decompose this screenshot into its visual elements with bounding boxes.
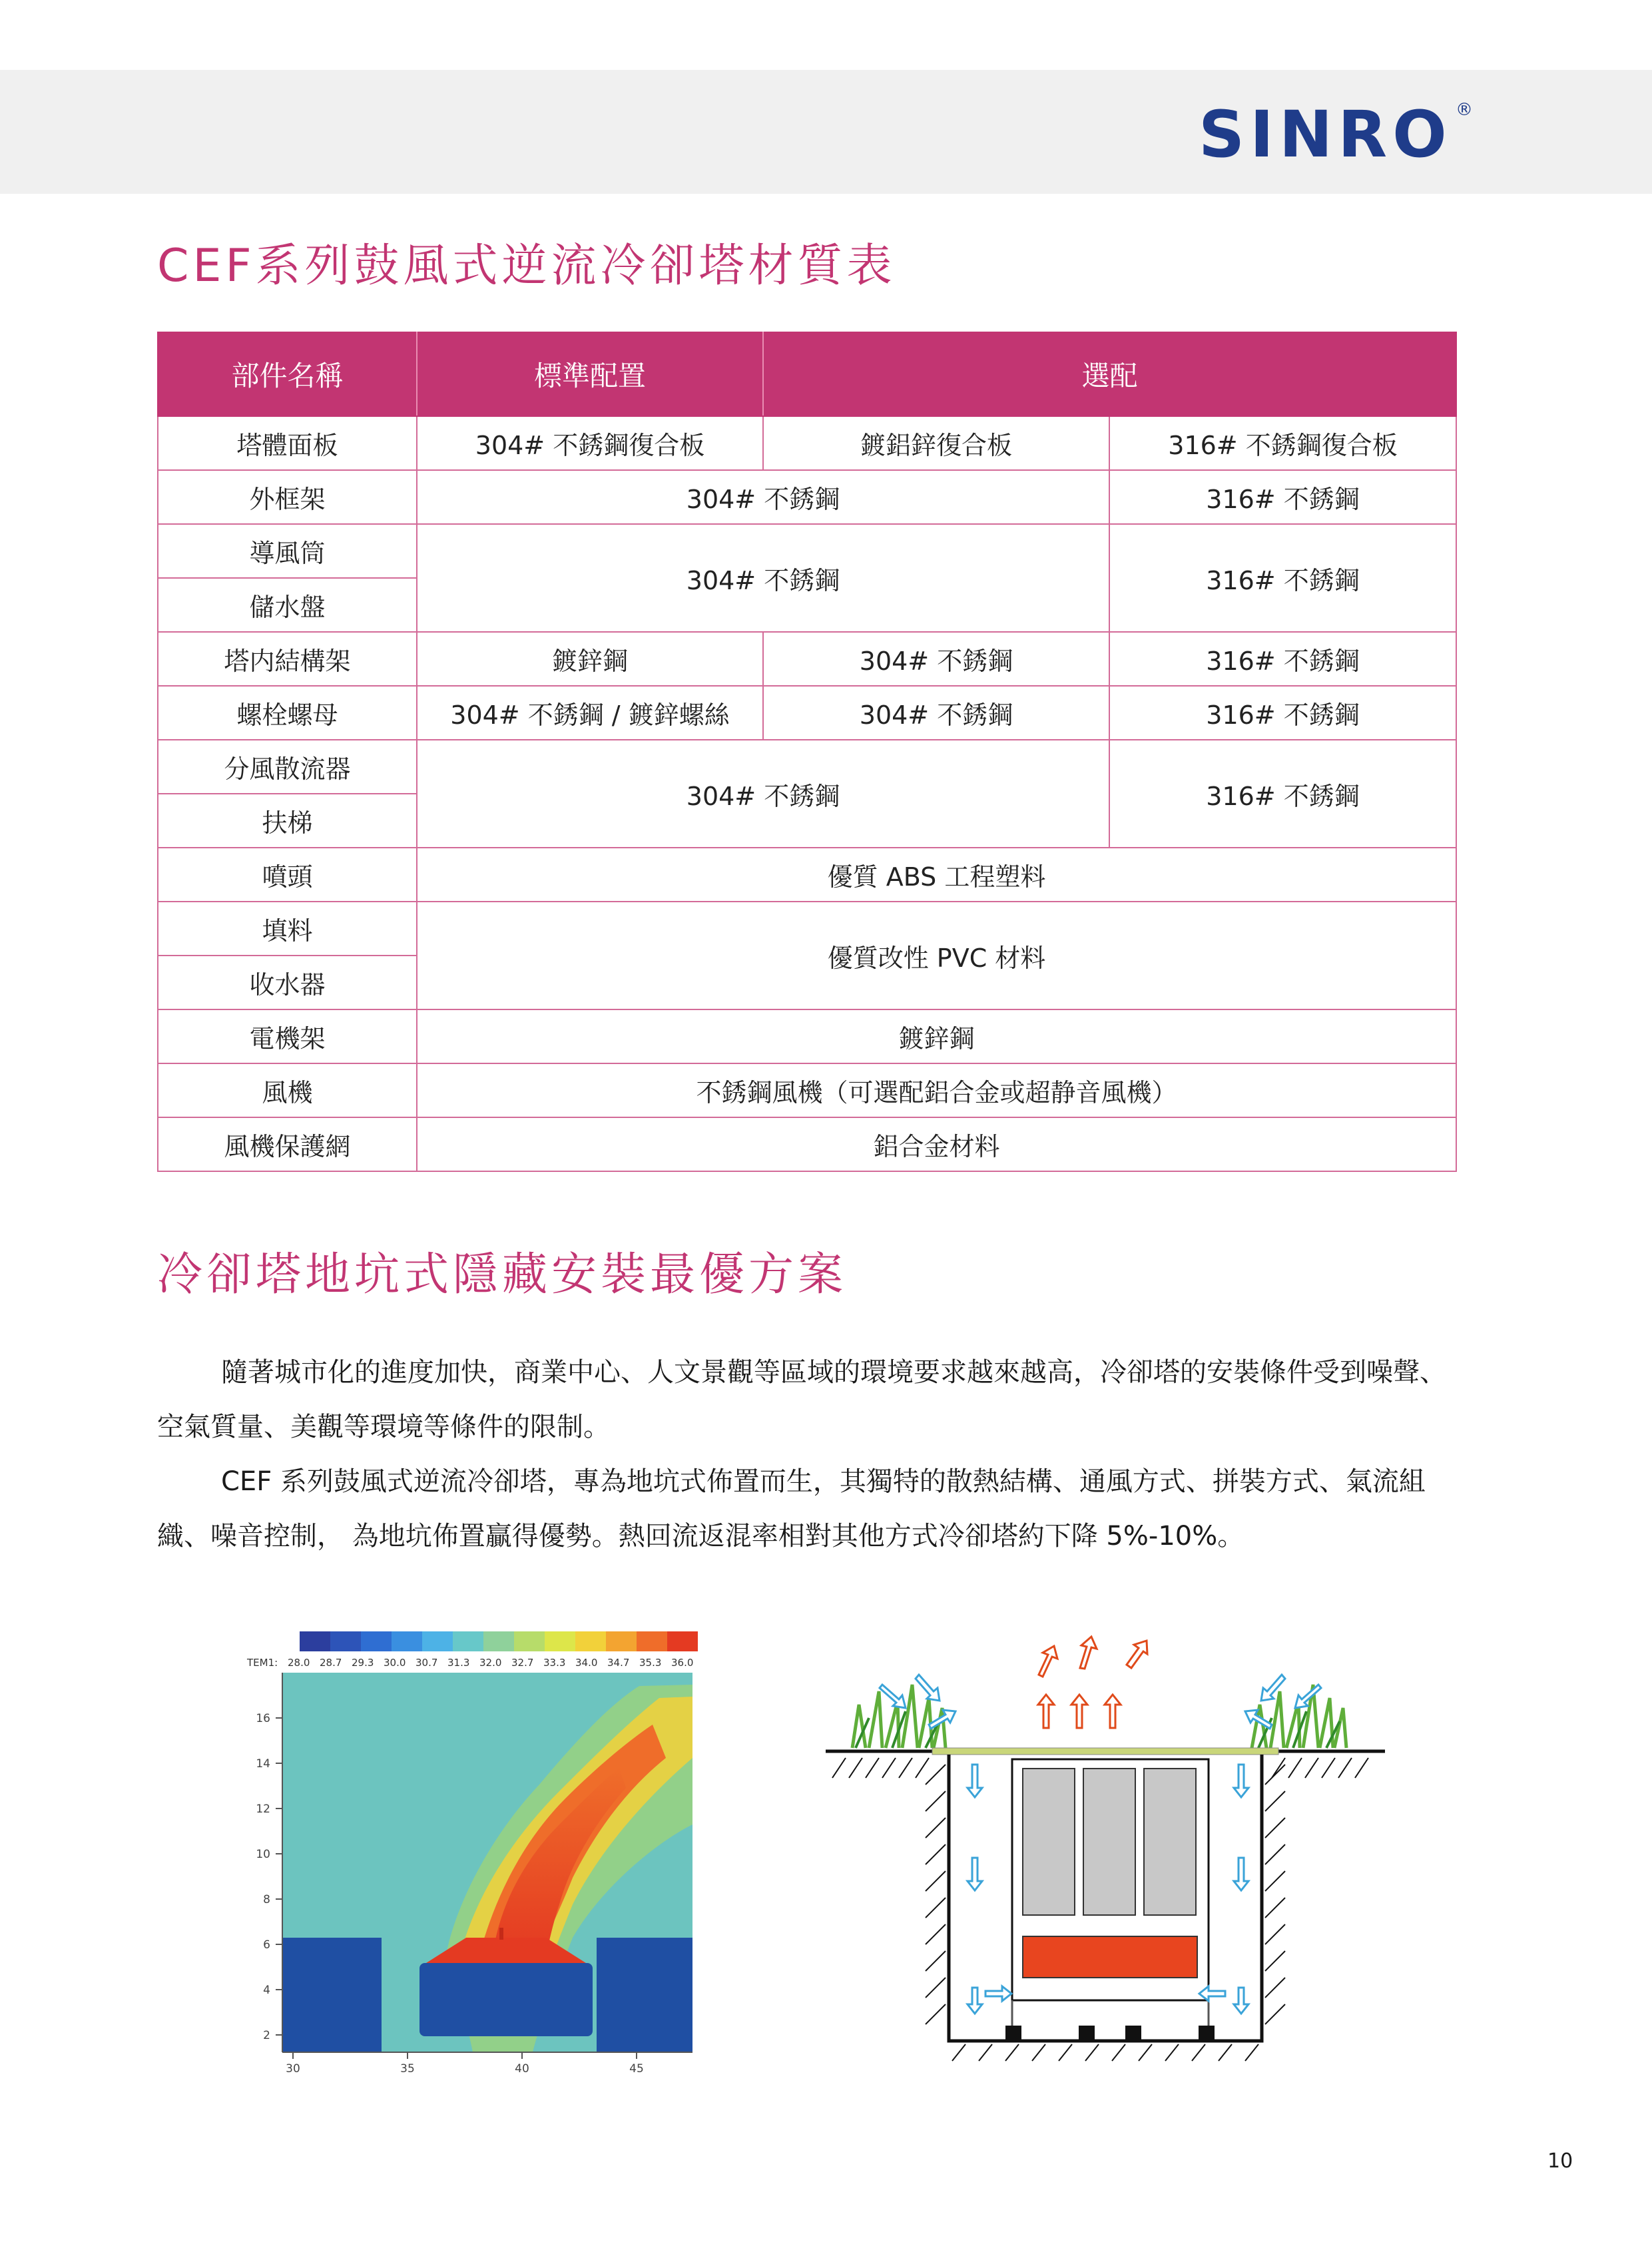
legend-swatch bbox=[330, 1631, 361, 1651]
all-config-cell: 優質 ABS 工程塑料 bbox=[417, 848, 1456, 902]
all-config-cell: 鋁合金材料 bbox=[417, 1117, 1456, 1171]
legend-value: 33.3 bbox=[543, 1657, 566, 1669]
y-tick-label: 4 bbox=[263, 1984, 270, 1997]
part-cell: 填料 bbox=[158, 902, 417, 956]
standard-cell: 304# 不銹鋼復合板 bbox=[417, 416, 763, 470]
legend-swatch bbox=[575, 1631, 606, 1651]
x-axis-ticks bbox=[286, 2052, 644, 2076]
right-wall-block bbox=[597, 1938, 692, 2052]
y-tick-label: 2 bbox=[263, 2029, 270, 2042]
install-section-title: 冷卻塔地坑式隱藏安裝最優方案 bbox=[157, 1249, 848, 1301]
cef-paragraph-text: CEF 系列鼓風式逆流冷卻塔，專為地坑式佈置而生，其獨特的散熱結構、通風方式、拼裝方式、氣流組織、噪音控制， 為地坑佈置贏得優勢。熱回流返混率相對其他方式冷卻塔約下降 5%-10%。 bbox=[157, 1466, 1426, 1551]
y-axis-ticks bbox=[256, 1712, 282, 2042]
optional-cell: 304# 不銹鋼 bbox=[763, 686, 1109, 740]
optional-cell: 316# 不銹鋼 bbox=[1109, 632, 1456, 686]
optional-cell: 316# 不銹鋼 bbox=[1109, 740, 1456, 848]
fill-panel-3 bbox=[1144, 1769, 1196, 1915]
temperature-legend bbox=[300, 1631, 698, 1651]
y-tick-label: 6 bbox=[263, 1938, 270, 1952]
table-row bbox=[158, 1063, 1456, 1117]
legend-swatch bbox=[483, 1631, 514, 1651]
page-number: 10 bbox=[1547, 2149, 1573, 2173]
support-foot bbox=[1079, 2026, 1095, 2040]
part-cell: 收水器 bbox=[158, 956, 417, 1009]
logo-text: SINRO bbox=[1199, 97, 1452, 172]
standard-cell: 304# 不銹鋼 bbox=[417, 524, 1109, 632]
materials-table bbox=[157, 332, 1457, 1172]
y-tick-label: 8 bbox=[263, 1893, 270, 1906]
y-tick-label: 16 bbox=[256, 1712, 270, 1725]
all-config-cell: 不銹鋼風機（可選配鋁合金或超静音風機） bbox=[417, 1063, 1456, 1117]
registered-mark: ® bbox=[1456, 100, 1473, 120]
table-row bbox=[158, 1117, 1456, 1171]
optional-cell: 鍍鋁鋅復合板 bbox=[763, 416, 1109, 470]
part-cell: 噴頭 bbox=[158, 848, 417, 902]
legend-value: 32.7 bbox=[511, 1657, 534, 1669]
legend-swatch bbox=[300, 1631, 330, 1651]
table-row bbox=[158, 848, 1456, 902]
legend-swatch bbox=[514, 1631, 545, 1651]
part-cell: 導風筒 bbox=[158, 524, 417, 578]
cef-paragraph bbox=[157, 1454, 1459, 1563]
optional-cell: 316# 不銹鋼 bbox=[1109, 686, 1456, 740]
legend-value: 35.3 bbox=[639, 1657, 662, 1669]
materials-table-title: CEF系列鼓風式逆流冷卻塔材質表 bbox=[157, 240, 896, 292]
table-row bbox=[158, 416, 1456, 470]
legend-value: 34.7 bbox=[607, 1657, 630, 1669]
legend-swatch bbox=[422, 1631, 453, 1651]
legend-value: 29.3 bbox=[352, 1657, 374, 1669]
standard-cell: 304# 不銹鋼 bbox=[417, 470, 1109, 524]
table-row bbox=[158, 902, 1456, 956]
all-config-cell: 優質改性 PVC 材料 bbox=[417, 902, 1456, 1009]
x-tick-label: 30 bbox=[286, 2062, 300, 2076]
y-tick-label: 14 bbox=[256, 1757, 270, 1771]
optional-cell: 316# 不銹鋼復合板 bbox=[1109, 416, 1456, 470]
support-foot bbox=[1199, 2026, 1215, 2040]
part-cell: 塔内結構架 bbox=[158, 632, 417, 686]
legend-label: TEM1: bbox=[247, 1657, 278, 1669]
fill-panel-2 bbox=[1083, 1769, 1135, 1915]
all-config-cell: 鍍鋅鋼 bbox=[417, 1009, 1456, 1063]
optional-cell: 316# 不銹鋼 bbox=[1109, 470, 1456, 524]
optional-cell: 304# 不銹鋼 bbox=[763, 632, 1109, 686]
hot-air-arrows bbox=[1038, 1637, 1147, 1728]
table-row bbox=[158, 1009, 1456, 1063]
table-row bbox=[158, 632, 1456, 686]
x-tick-label: 40 bbox=[515, 2062, 529, 2076]
part-cell: 風機保護網 bbox=[158, 1117, 417, 1171]
grate-cover bbox=[932, 1748, 1278, 1755]
intro-paragraph-text: 隨著城市化的進度加快，商業中心、人文景觀等區域的環境要求越來越高，冷卻塔的安裝條件受到噪聲、空氣質量、美觀等環境等條件的限制。 bbox=[157, 1357, 1446, 1442]
x-tick-label: 35 bbox=[400, 2062, 415, 2076]
legend-value: 30.0 bbox=[384, 1657, 406, 1669]
standard-cell: 304# 不銹鋼 bbox=[417, 740, 1109, 848]
y-tick-label: 12 bbox=[256, 1803, 270, 1816]
y-tick-label: 10 bbox=[256, 1848, 270, 1861]
table-row bbox=[158, 470, 1456, 524]
support-foot bbox=[1125, 2026, 1141, 2040]
legend-value: 31.3 bbox=[447, 1657, 470, 1669]
left-wall-block bbox=[283, 1938, 382, 2052]
legend-value: 30.7 bbox=[415, 1657, 438, 1669]
legend-swatch bbox=[606, 1631, 637, 1651]
legend-swatch bbox=[453, 1631, 483, 1651]
header-standard: 標準配置 bbox=[417, 332, 763, 416]
legend-swatch bbox=[545, 1631, 575, 1651]
part-cell: 塔體面板 bbox=[158, 416, 417, 470]
part-cell: 儲水盤 bbox=[158, 578, 417, 632]
standard-cell: 304# 不銹鋼 / 鍍鋅螺絲 bbox=[417, 686, 763, 740]
legend-swatch bbox=[667, 1631, 698, 1651]
table-row bbox=[158, 686, 1456, 740]
legend-swatch bbox=[637, 1631, 667, 1651]
part-cell: 外框架 bbox=[158, 470, 417, 524]
standard-cell: 鍍鋅鋼 bbox=[417, 632, 763, 686]
legend-values bbox=[288, 1657, 693, 1669]
legend-value: 36.0 bbox=[671, 1657, 694, 1669]
x-tick-label: 45 bbox=[629, 2062, 644, 2076]
optional-cell: 316# 不銹鋼 bbox=[1109, 524, 1456, 632]
part-cell: 分風散流器 bbox=[158, 740, 417, 794]
temperature-simulation-figure bbox=[226, 1625, 706, 2091]
legend-swatch bbox=[392, 1631, 422, 1651]
part-cell: 扶梯 bbox=[158, 794, 417, 848]
part-cell: 螺栓螺母 bbox=[158, 686, 417, 740]
sinro-logo bbox=[1199, 97, 1473, 173]
legend-value: 28.0 bbox=[288, 1657, 310, 1669]
legend-value: 32.0 bbox=[479, 1657, 502, 1669]
part-cell: 風機 bbox=[158, 1063, 417, 1117]
intro-paragraph bbox=[157, 1345, 1459, 1454]
tower-body-block bbox=[419, 1963, 593, 2036]
water-basin bbox=[1023, 1936, 1197, 1978]
legend-value: 34.0 bbox=[575, 1657, 598, 1669]
support-foot bbox=[1005, 2026, 1021, 2040]
table-header-row bbox=[158, 332, 1456, 416]
header-part-name: 部件名稱 bbox=[158, 332, 417, 416]
legend-swatch bbox=[361, 1631, 392, 1651]
fan-stack bbox=[499, 1928, 503, 1940]
fill-panel-1 bbox=[1023, 1769, 1075, 1915]
table-row bbox=[158, 740, 1456, 794]
pit-installation-diagram bbox=[819, 1611, 1398, 2078]
header-optional: 選配 bbox=[763, 332, 1456, 416]
table-row bbox=[158, 524, 1456, 578]
part-cell: 電機架 bbox=[158, 1009, 417, 1063]
legend-value: 28.7 bbox=[320, 1657, 342, 1669]
